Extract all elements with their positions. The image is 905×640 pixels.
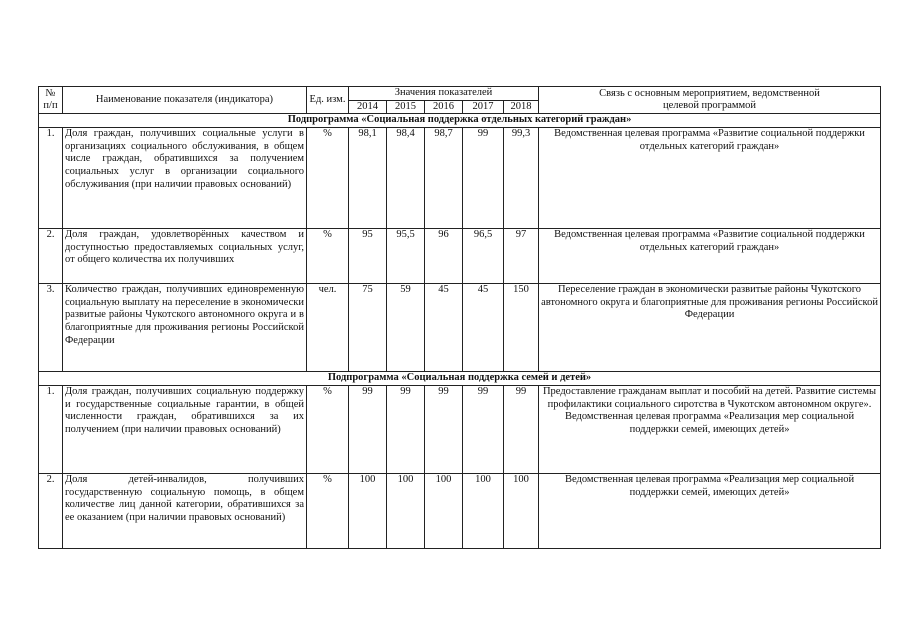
row-link: Ведомственная целевая программа «Развитие социальной поддержки отдельных категорий граждан» bbox=[539, 229, 881, 284]
table-row bbox=[39, 284, 881, 372]
row-value: 100 bbox=[425, 474, 463, 549]
header-name: Наименование показателя (индикатора) bbox=[63, 87, 307, 114]
row-value: 95,5 bbox=[387, 229, 425, 284]
row-name: Количество граждан, получивших единовременную социальную выплату на переселение в экономически развитые районы Чукотского автономного округа и в благоприятные для проживания регионы Российской Федерации bbox=[63, 284, 307, 372]
row-link: Переселение граждан в экономически развитые районы Чукотского автономного округа и благоприятные для проживания регионы Российской Федерации bbox=[539, 284, 881, 372]
row-value: 75 bbox=[349, 284, 387, 372]
row-link: Предоставление гражданам выплат и пособий на детей. Развитие системы профилактики социального сиротства в Чукотском автономном округе». Ведомственная целевая программа «Реализация мер социальной поддержки семей, имеющих детей» bbox=[539, 386, 881, 474]
row-num: 2. bbox=[39, 474, 63, 549]
row-name: Доля граждан, получивших социальные услуги в организациях социального обслуживания, в общем числе граждан, обратившихся за получением социальных услуг в организации социального обслуживания (при наличии правовых оснований) bbox=[63, 128, 307, 229]
row-name: Доля граждан, получивших социальную поддержку и государственные социальные гарантии, в общей численности граждан, обратившихся за их получением (при наличии правовых оснований) bbox=[63, 386, 307, 474]
section-title-row bbox=[39, 372, 881, 386]
row-link: Ведомственная целевая программа «Развитие социальной поддержки отдельных категорий граждан» bbox=[539, 128, 881, 229]
row-value: 98,1 bbox=[349, 128, 387, 229]
header-year: 2016 bbox=[425, 100, 463, 114]
row-unit: % bbox=[307, 128, 349, 229]
header-num: № п/п bbox=[39, 87, 63, 114]
header-unit: Ед. изм. bbox=[307, 87, 349, 114]
row-value: 45 bbox=[463, 284, 504, 372]
row-value: 99 bbox=[463, 128, 504, 229]
header-year: 2015 bbox=[387, 100, 425, 114]
table-row bbox=[39, 128, 881, 229]
row-value: 100 bbox=[349, 474, 387, 549]
row-value: 45 bbox=[425, 284, 463, 372]
row-value: 150 bbox=[504, 284, 539, 372]
row-unit: % bbox=[307, 229, 349, 284]
row-value: 99 bbox=[425, 386, 463, 474]
row-name: Доля детей-инвалидов, получивших государственную социальную помощь, в общем количестве лиц данной категории, обратившихся за ее оказанием (при наличии правовых оснований) bbox=[63, 474, 307, 549]
row-value: 99 bbox=[463, 386, 504, 474]
row-value: 98,7 bbox=[425, 128, 463, 229]
table-row bbox=[39, 229, 881, 284]
row-num: 2. bbox=[39, 229, 63, 284]
row-value: 96 bbox=[425, 229, 463, 284]
section-title-row bbox=[39, 114, 881, 128]
header-year: 2017 bbox=[463, 100, 504, 114]
row-unit: чел. bbox=[307, 284, 349, 372]
row-value: 59 bbox=[387, 284, 425, 372]
row-value: 100 bbox=[387, 474, 425, 549]
indicators-table bbox=[38, 86, 881, 549]
row-num: 3. bbox=[39, 284, 63, 372]
row-value: 99 bbox=[349, 386, 387, 474]
row-value: 95 bbox=[349, 229, 387, 284]
header-year: 2018 bbox=[504, 100, 539, 114]
row-value: 98,4 bbox=[387, 128, 425, 229]
row-value: 97 bbox=[504, 229, 539, 284]
section-title: Подпрограмма «Социальная поддержка семей и детей» bbox=[39, 372, 881, 386]
row-unit: % bbox=[307, 474, 349, 549]
row-link: Ведомственная целевая программа «Реализация мер социальной поддержки семей, имеющих детей» bbox=[539, 474, 881, 549]
row-unit: % bbox=[307, 386, 349, 474]
header-link: Связь с основным мероприятием, ведомственной целевой программой bbox=[539, 87, 881, 114]
row-value: 100 bbox=[504, 474, 539, 549]
row-value: 99,3 bbox=[504, 128, 539, 229]
table-row bbox=[39, 474, 881, 549]
row-value: 99 bbox=[387, 386, 425, 474]
section-title: Подпрограмма «Социальная поддержка отдельных категорий граждан» bbox=[39, 114, 881, 128]
row-num: 1. bbox=[39, 386, 63, 474]
row-value: 100 bbox=[463, 474, 504, 549]
row-name: Доля граждан, удовлетворённых качеством и доступностью предоставляемых социальных услуг, от общего количества их получивших bbox=[63, 229, 307, 284]
table-row bbox=[39, 386, 881, 474]
header-year: 2014 bbox=[349, 100, 387, 114]
row-value: 96,5 bbox=[463, 229, 504, 284]
row-num: 1. bbox=[39, 128, 63, 229]
header-values-group: Значения показателей bbox=[349, 87, 539, 101]
row-value: 99 bbox=[504, 386, 539, 474]
